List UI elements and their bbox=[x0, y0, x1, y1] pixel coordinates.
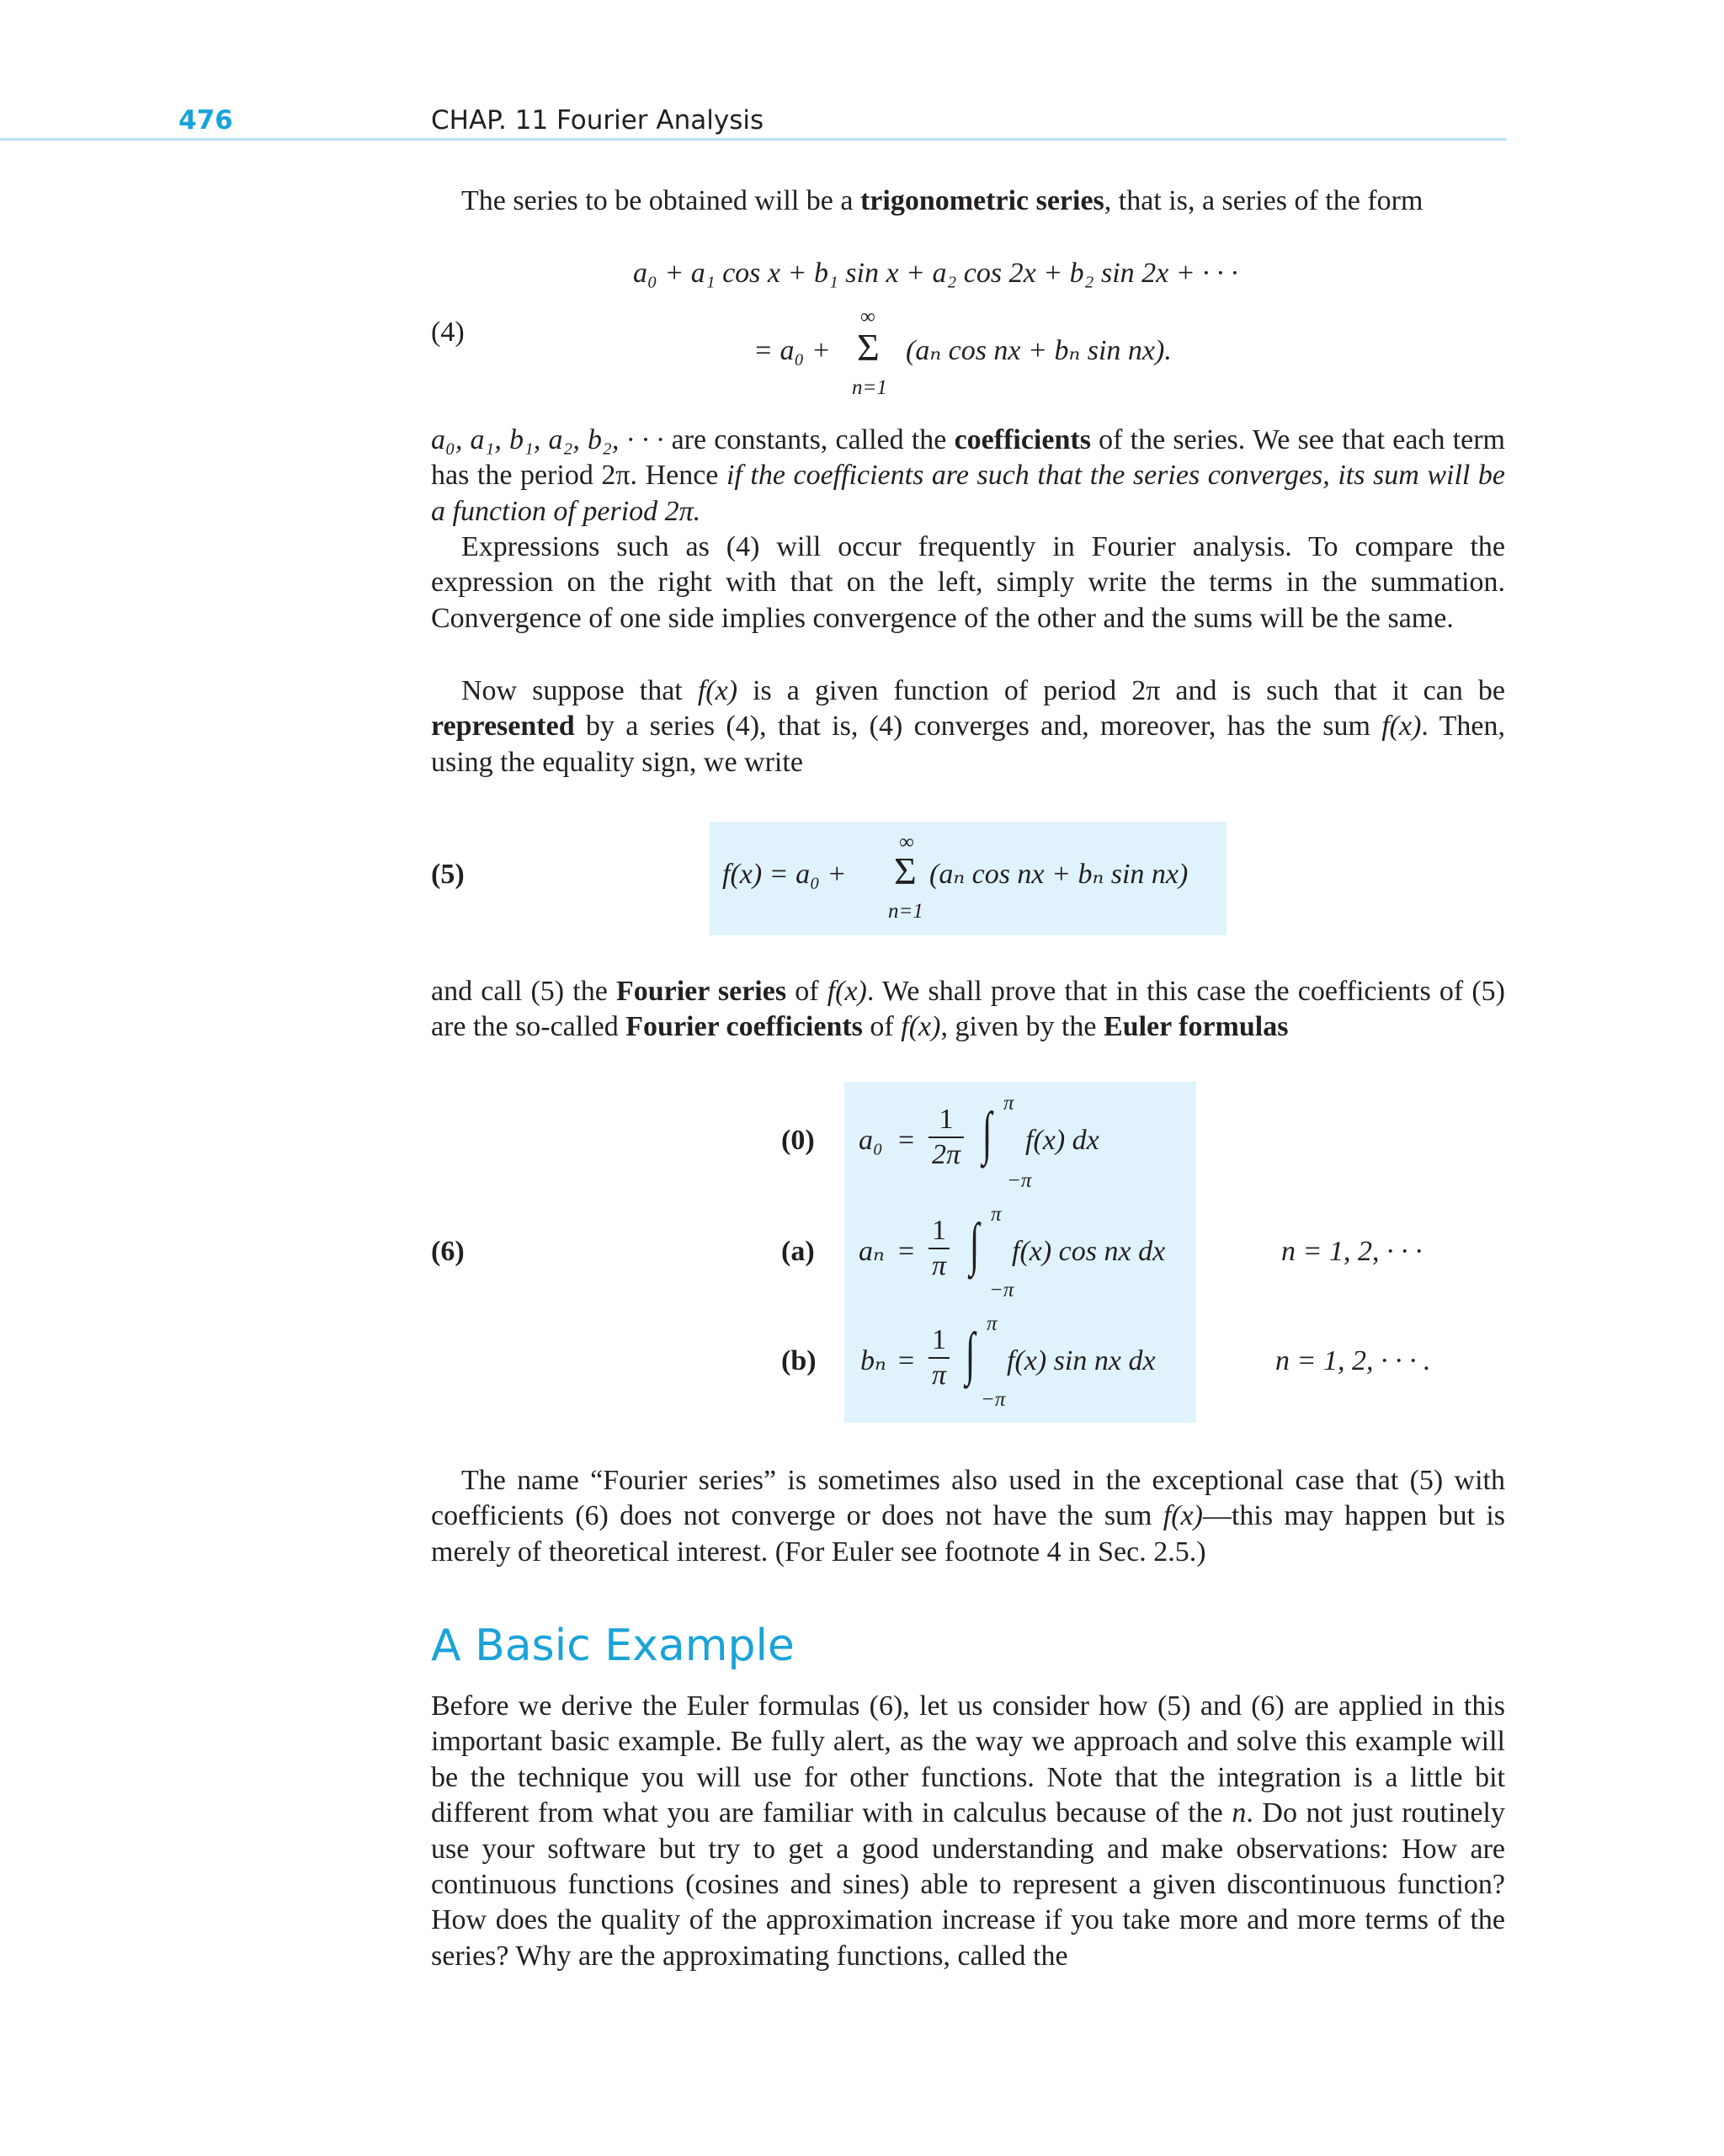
equation-6-row-fraction bbox=[929, 1105, 964, 1169]
text: , that is, a series of the form bbox=[1104, 185, 1423, 216]
fraction-numerator: 1 bbox=[929, 1216, 950, 1249]
integral-sign: ∫ bbox=[969, 1212, 980, 1277]
paragraph-intro bbox=[431, 184, 1505, 219]
equation-4-line-2-body: (aₙ cos nx + bₙ sin nx). bbox=[906, 335, 1172, 366]
integral-lower-limit: −π bbox=[1007, 1169, 1032, 1192]
equation-4-sum-upper: ∞ bbox=[860, 306, 875, 328]
equation-6-row-label: (b) bbox=[781, 1345, 817, 1376]
integral-lower-limit: −π bbox=[989, 1279, 1014, 1302]
equation-6-row-lhs: a₀ bbox=[859, 1125, 883, 1156]
bold-term-trigonometric-series: trigonometric series bbox=[859, 185, 1104, 216]
equation-6-row-integrand: f(x) dx bbox=[1025, 1125, 1099, 1156]
text: —this may happen but is merely of theoretical interest. (For Euler see footnote 4 in Sec. 2.5.) bbox=[431, 1500, 1505, 1568]
equation-6-row-fraction bbox=[929, 1325, 950, 1390]
math-fx: f(x) bbox=[1163, 1500, 1203, 1532]
paragraph-coefficients bbox=[431, 423, 1505, 530]
bold-term-coefficients: coefficients bbox=[954, 424, 1091, 455]
equation-5-lhs: f(x) = a₀ + bbox=[722, 859, 847, 890]
equation-label-6: (6) bbox=[431, 1236, 465, 1267]
equation-5-body: (aₙ cos nx + bₙ sin nx) bbox=[929, 859, 1189, 890]
fraction-numerator: 1 bbox=[929, 1325, 950, 1359]
equation-6-row-fraction bbox=[929, 1216, 950, 1280]
equation-4-line-1: a₀ + a₁ cos x + b₁ sin x + a₂ cos 2x + b₂ sin 2x + · · · bbox=[633, 258, 1238, 289]
equation-label-4: (4) bbox=[431, 317, 465, 348]
section-heading: A Basic Example bbox=[431, 1621, 795, 1671]
paragraph-expressions: Expressions such as (4) will occur frequently in Fourier analysis. To compare the expression on the right with that on the left, simply write the terms in the summation. Convergence of one side implies convergence of the other and the sums will be the same. bbox=[431, 531, 1505, 634]
math-fx: f(x) bbox=[827, 976, 867, 1007]
text: is a given function of period 2π and is such that it can be bbox=[737, 675, 1505, 706]
text: . We shall prove that in this case the coefficients of (5) are the so-called bbox=[431, 976, 1505, 1043]
integral-lower-limit: −π bbox=[981, 1388, 1006, 1411]
bold-term-represented: represented bbox=[431, 711, 575, 743]
header-rule bbox=[0, 138, 1507, 141]
text: and call (5) the bbox=[431, 976, 616, 1007]
coefficient-list: a₀, a₁, b₁, a₂, b₂, · · · bbox=[431, 424, 664, 455]
equation-6-row-range: n = 1, 2, · · · . bbox=[1275, 1345, 1431, 1376]
equation-6-row-integrand: f(x) cos nx dx bbox=[1012, 1236, 1166, 1267]
equation-6-row-equals: = bbox=[898, 1125, 915, 1156]
integral-upper-limit: π bbox=[991, 1203, 1002, 1226]
text: Before we derive the Euler formulas (6), let us consider how (5) and (6) are applied in this important basic example. Be fully alert, as the way we approach and solve this example will be the technique you will use for other functions. Note that the integration is a little bit different from what you are familiar with in calculus because of the bbox=[431, 1690, 1505, 1829]
equation-6-row-equals: = bbox=[898, 1236, 915, 1267]
equation-4-line-2-prefix: = a₀ + bbox=[753, 335, 831, 366]
equation-5-sum-upper: ∞ bbox=[899, 831, 914, 854]
bold-term-fourier-coefficients: Fourier coefficients bbox=[625, 1011, 863, 1043]
bold-term-euler-formulas: Euler formulas bbox=[1104, 1011, 1289, 1043]
equation-6-row-label: (0) bbox=[781, 1125, 815, 1156]
text: are constants, called the bbox=[663, 424, 955, 455]
text: Now suppose that bbox=[461, 675, 698, 706]
text: of bbox=[862, 1011, 902, 1043]
equation-4-sum-lower: n=1 bbox=[852, 376, 887, 399]
equation-4-sigma: Σ bbox=[857, 326, 880, 369]
paragraph-fourier-series bbox=[431, 974, 1505, 1046]
text: of bbox=[786, 976, 827, 1007]
italic-statement: if the coefficients are such that the series converges, its sum will be a function of period 2π. bbox=[431, 460, 1505, 527]
equation-6-row-lhs: aₙ bbox=[859, 1236, 885, 1267]
equation-5-sigma: Σ bbox=[894, 849, 917, 892]
running-head: CHAP. 11 Fourier Analysis bbox=[431, 105, 764, 136]
math-fx: f(x) bbox=[697, 675, 738, 706]
text: . Do not just routinely use your software but try to get a good understanding and make observations: How are continuous functions (cosines and sines) able to represent a given discontinuous function? How does the quality of the approximation increase if you take more and more terms of the series? Why are the approximating functions, called the bbox=[431, 1797, 1505, 1972]
text: of the series. We see that each term has the period 2π. Hence bbox=[431, 424, 1505, 492]
equation-6-row-lhs: bₙ bbox=[860, 1345, 886, 1376]
equation-6-row-equals: = bbox=[898, 1345, 915, 1376]
integral-upper-limit: π bbox=[987, 1312, 998, 1335]
math-fx: f(x) bbox=[1381, 711, 1422, 743]
fraction-denominator: π bbox=[932, 1249, 947, 1281]
paragraph-represented bbox=[431, 673, 1505, 780]
integral-sign: ∫ bbox=[965, 1322, 976, 1387]
math-fx: f(x) bbox=[901, 1011, 941, 1043]
text: . Then, using the equality sign, we write bbox=[431, 711, 1505, 778]
equation-6-row-label: (a) bbox=[781, 1236, 815, 1267]
text: by a series (4), that is, (4) converges and, moreover, has the sum bbox=[574, 711, 1382, 743]
paragraph-basic-example bbox=[431, 1689, 1505, 1974]
page-number: 476 bbox=[178, 105, 233, 136]
text: , given by the bbox=[940, 1011, 1104, 1043]
text: The series to be obtained will be a bbox=[461, 185, 860, 216]
equation-5-sum-lower: n=1 bbox=[888, 900, 923, 923]
paragraph-fourier-name bbox=[431, 1463, 1505, 1570]
fraction-denominator: 2π bbox=[932, 1138, 961, 1170]
equation-6-row-integrand: f(x) sin nx dx bbox=[1007, 1345, 1156, 1376]
integral-upper-limit: π bbox=[1003, 1092, 1014, 1115]
equation-label-5: (5) bbox=[431, 859, 465, 890]
fraction-denominator: π bbox=[932, 1359, 947, 1391]
equation-6-row-range: n = 1, 2, · · · bbox=[1281, 1236, 1423, 1267]
math-n: n bbox=[1232, 1797, 1247, 1829]
text: The name “Fourier series” is sometimes also used in the exceptional case that (5) with coefficients (6) does not converge or does not have the sum bbox=[431, 1465, 1505, 1532]
fraction-numerator: 1 bbox=[929, 1105, 964, 1138]
bold-term-fourier-series: Fourier series bbox=[615, 976, 787, 1007]
integral-sign: ∫ bbox=[982, 1101, 992, 1166]
